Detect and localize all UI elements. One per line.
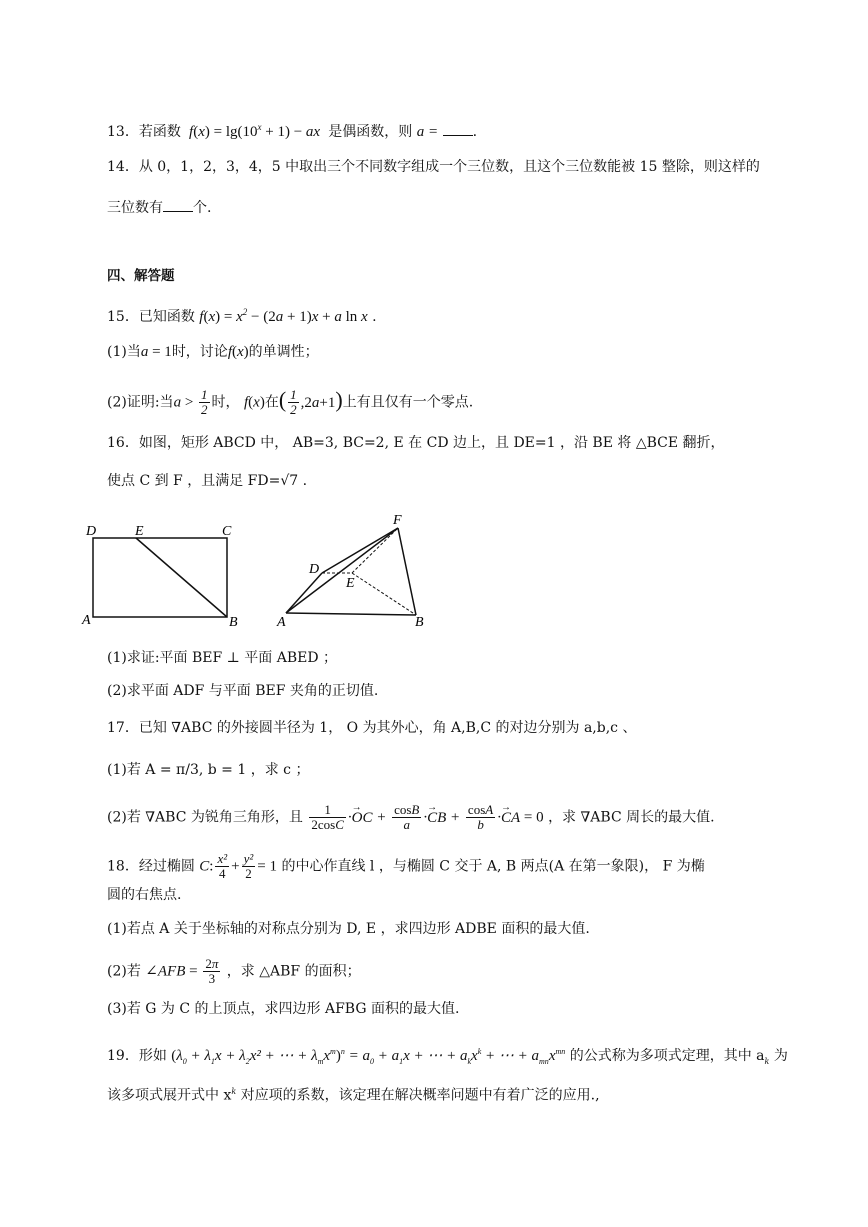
answer-blank[interactable]: [443, 121, 473, 136]
folded-figure: [276, 513, 424, 630]
question-18-part3: (3)若 G 为 C 的上顶点，求四边形 AFBG 面积的最大值.: [107, 1001, 460, 1017]
question-16-part2: (2)求平面 ADF 与平面 BEF 夹角的正切值.: [107, 683, 379, 699]
question-13: 13．若函数 $f(x) = \lg(10^x + 1)$ − ax 是偶函数，则 a = .: [107, 122, 478, 140]
question-16-part1: (1)求证:平面 BEF ⊥ 平面 ABED ；: [107, 650, 338, 666]
question-17: 17．已知 ∇ABC 的外接圆半径为 1， O 为其外心，角 A,B,C 的对边分别为 a,b,c 、: [107, 720, 637, 736]
label-B: B: [229, 615, 238, 630]
label-A2: A: [277, 615, 286, 630]
question-16-line2: 使点 C 到 F ，且满足 FD=√7 .: [107, 473, 308, 489]
question-18-part1: (1)若点 A 关于坐标轴的对称点分别为 D, E ，求四边形 ADBE 面积的最大值.: [107, 921, 590, 937]
question-17-part1: (1)若 A = π/3, b = 1 ，求 c ；: [107, 762, 310, 778]
label-E: E: [135, 524, 144, 539]
section-title: 四、解答题: [107, 268, 175, 284]
question-17-part2: (2)若 ∇ABC 为锐角三角形，且 $\frac{1}{2\cos C}$ ·→ OC + $\frac{\cos B}{a}$ ·→ CB + $\frac{\cos A}{b}$ ·→ CA = 0 ，求 ∇ABC 周长的最大值.: [107, 803, 715, 832]
question-16: 16．如图，矩形 ABCD 中， AB=3, BC=2, E 在 CD 边上，且 DE=1 ，沿 BE 将 △BCE 翻折，: [107, 435, 725, 451]
label-D: D: [86, 524, 97, 539]
label-D2: D: [309, 562, 320, 577]
q13-formula: $f(x) = \lg(10^x + 1)$ − ax: [185, 122, 324, 140]
question-19: 19．形如 ($\lambda_0 + \lambda_1x + \lambda_2x^2$ + ⋯ + $\lambda_mx^m)^n = a_0 + a_1x$ + ⋯ + $a_kx^k$ + ⋯ + $a_{mn}x^{mn}$ 的公式称为多项式定理，其中 $a_k$ 为: [107, 1047, 788, 1066]
answer-blank[interactable]: [163, 197, 193, 212]
rectangle-figure: [81, 524, 238, 630]
label-E2: E: [346, 576, 355, 591]
question-15-part1: (1)当a = 1时，讨论f(x)的单调性；: [107, 344, 319, 360]
label-B2: B: [415, 615, 424, 630]
question-19-line2: 该多项式展开式中 $x^k$ 对应项的系数，该定理在解决概率问题中有着广泛的应用.,: [107, 1087, 600, 1104]
label-A: A: [82, 613, 91, 628]
question-18-part2: (2)若 ∠AFB = $\frac{2\pi}{3}$ ，求 △ABF 的面积；: [107, 956, 361, 986]
geometry-figures: [80, 505, 460, 633]
question-18: 18．经过椭圆 C: $\frac{\text{x²}}{4}$ + $\frac{\text{y²}}{2}$ = 1 的中心作直线 l ，与椭圆 C 交于 A, B 两点(A 在第一象限)， F 为椭: [107, 851, 705, 881]
question-15-part2: (2)证明:当a > $\frac{1}{2}$ 时， f(x)在( $\frac{1}{2}$ ,2a+1)上有且仅有一个零点.: [107, 386, 474, 417]
label-C: C: [222, 524, 232, 539]
question-14-line2: 三位数有 个.: [107, 197, 211, 218]
label-F: F: [393, 513, 402, 528]
question-18-line2: 圆的右焦点.: [107, 887, 182, 903]
question-14: 14．从 0，1，2，3，4，5 中取出三个不同数字组成一个三位数，且这个三位数能被 15 整除，则这样的: [107, 159, 760, 175]
question-15: 15．已知函数 $f(x) = x^2 - (2a + 1)x + a$ ln x .: [107, 307, 377, 325]
